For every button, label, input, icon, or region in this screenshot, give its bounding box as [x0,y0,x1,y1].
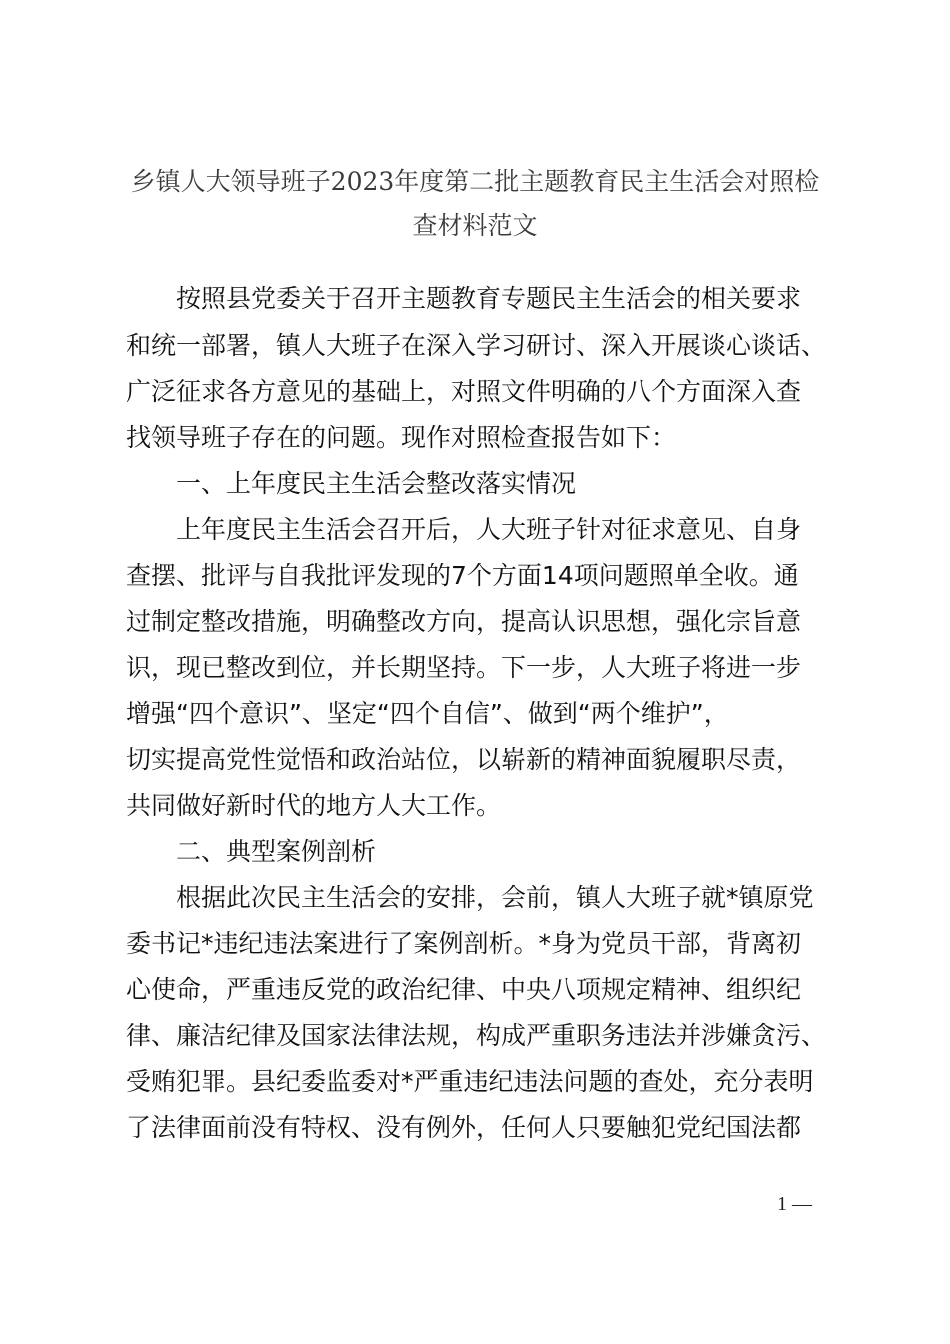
section-heading: 一、上年度民主生活会整改落实情况 [126,469,577,498]
body-line: 和统一部署，镇人大班子在深入学习研讨、深入开展谈心谈话、 [126,331,827,360]
body-line: 查摆、批评与自我批评发现的7个方面14项问题照单全收。通 [126,561,799,590]
body-line: 委书记*违纪违法案进行了案例剖析。*身为党员干部，背离初 [126,929,802,958]
body-line: 过制定整改措施，明确整改方向，提高认识思想，强化宗旨意 [126,607,802,636]
section-heading: 二、典型案例剖析 [126,837,377,866]
body-line: 找领导班子存在的问题。现作对照检查报告如下： [126,423,677,452]
body-line: 根据此次民主生活会的安排，会前，镇人大班子就*镇原党 [126,883,814,912]
body-line: 受贿犯罪。县纪委监委对*严重违纪违法问题的查处，充分表明 [126,1067,814,1096]
body-line: 识，现已整改到位，并长期坚持。下一步，人大班子将进一步 [126,653,802,682]
body-line: 心使命，严重违反党的政治纪律、中央八项规定精神、组织纪 [126,975,802,1004]
body-line: 增强“四个意识”、坚定“四个自信”、做到“两个维护”， [126,699,729,728]
body-line: 按照县党委关于召开主题教育专题民主生活会的相关要求 [126,284,802,313]
body-line: 上年度民主生活会召开后，人大班子针对征求意见、自身 [126,515,802,544]
document-title-line-1: 乡镇人大领导班子2023年度第二批主题教育民主生活会对照检 [130,167,820,196]
body-line: 律、廉洁纪律及国家法律法规，构成严重职务违法并涉嫌贪污、 [126,1021,827,1050]
body-line: 了法律面前没有特权、没有例外，任何人只要触犯党纪国法都 [126,1113,802,1142]
page-number: 1 — [777,1193,812,1215]
body-line: 广泛征求各方意见的基础上，对照文件明确的八个方面深入查 [126,377,802,406]
body-line: 切实提高党性觉悟和政治站位，以崭新的精神面貌履职尽责， [126,745,802,774]
document-title-line-2: 查材料范文 [412,211,538,240]
body-line: 共同做好新时代的地方人大工作。 [126,791,502,820]
